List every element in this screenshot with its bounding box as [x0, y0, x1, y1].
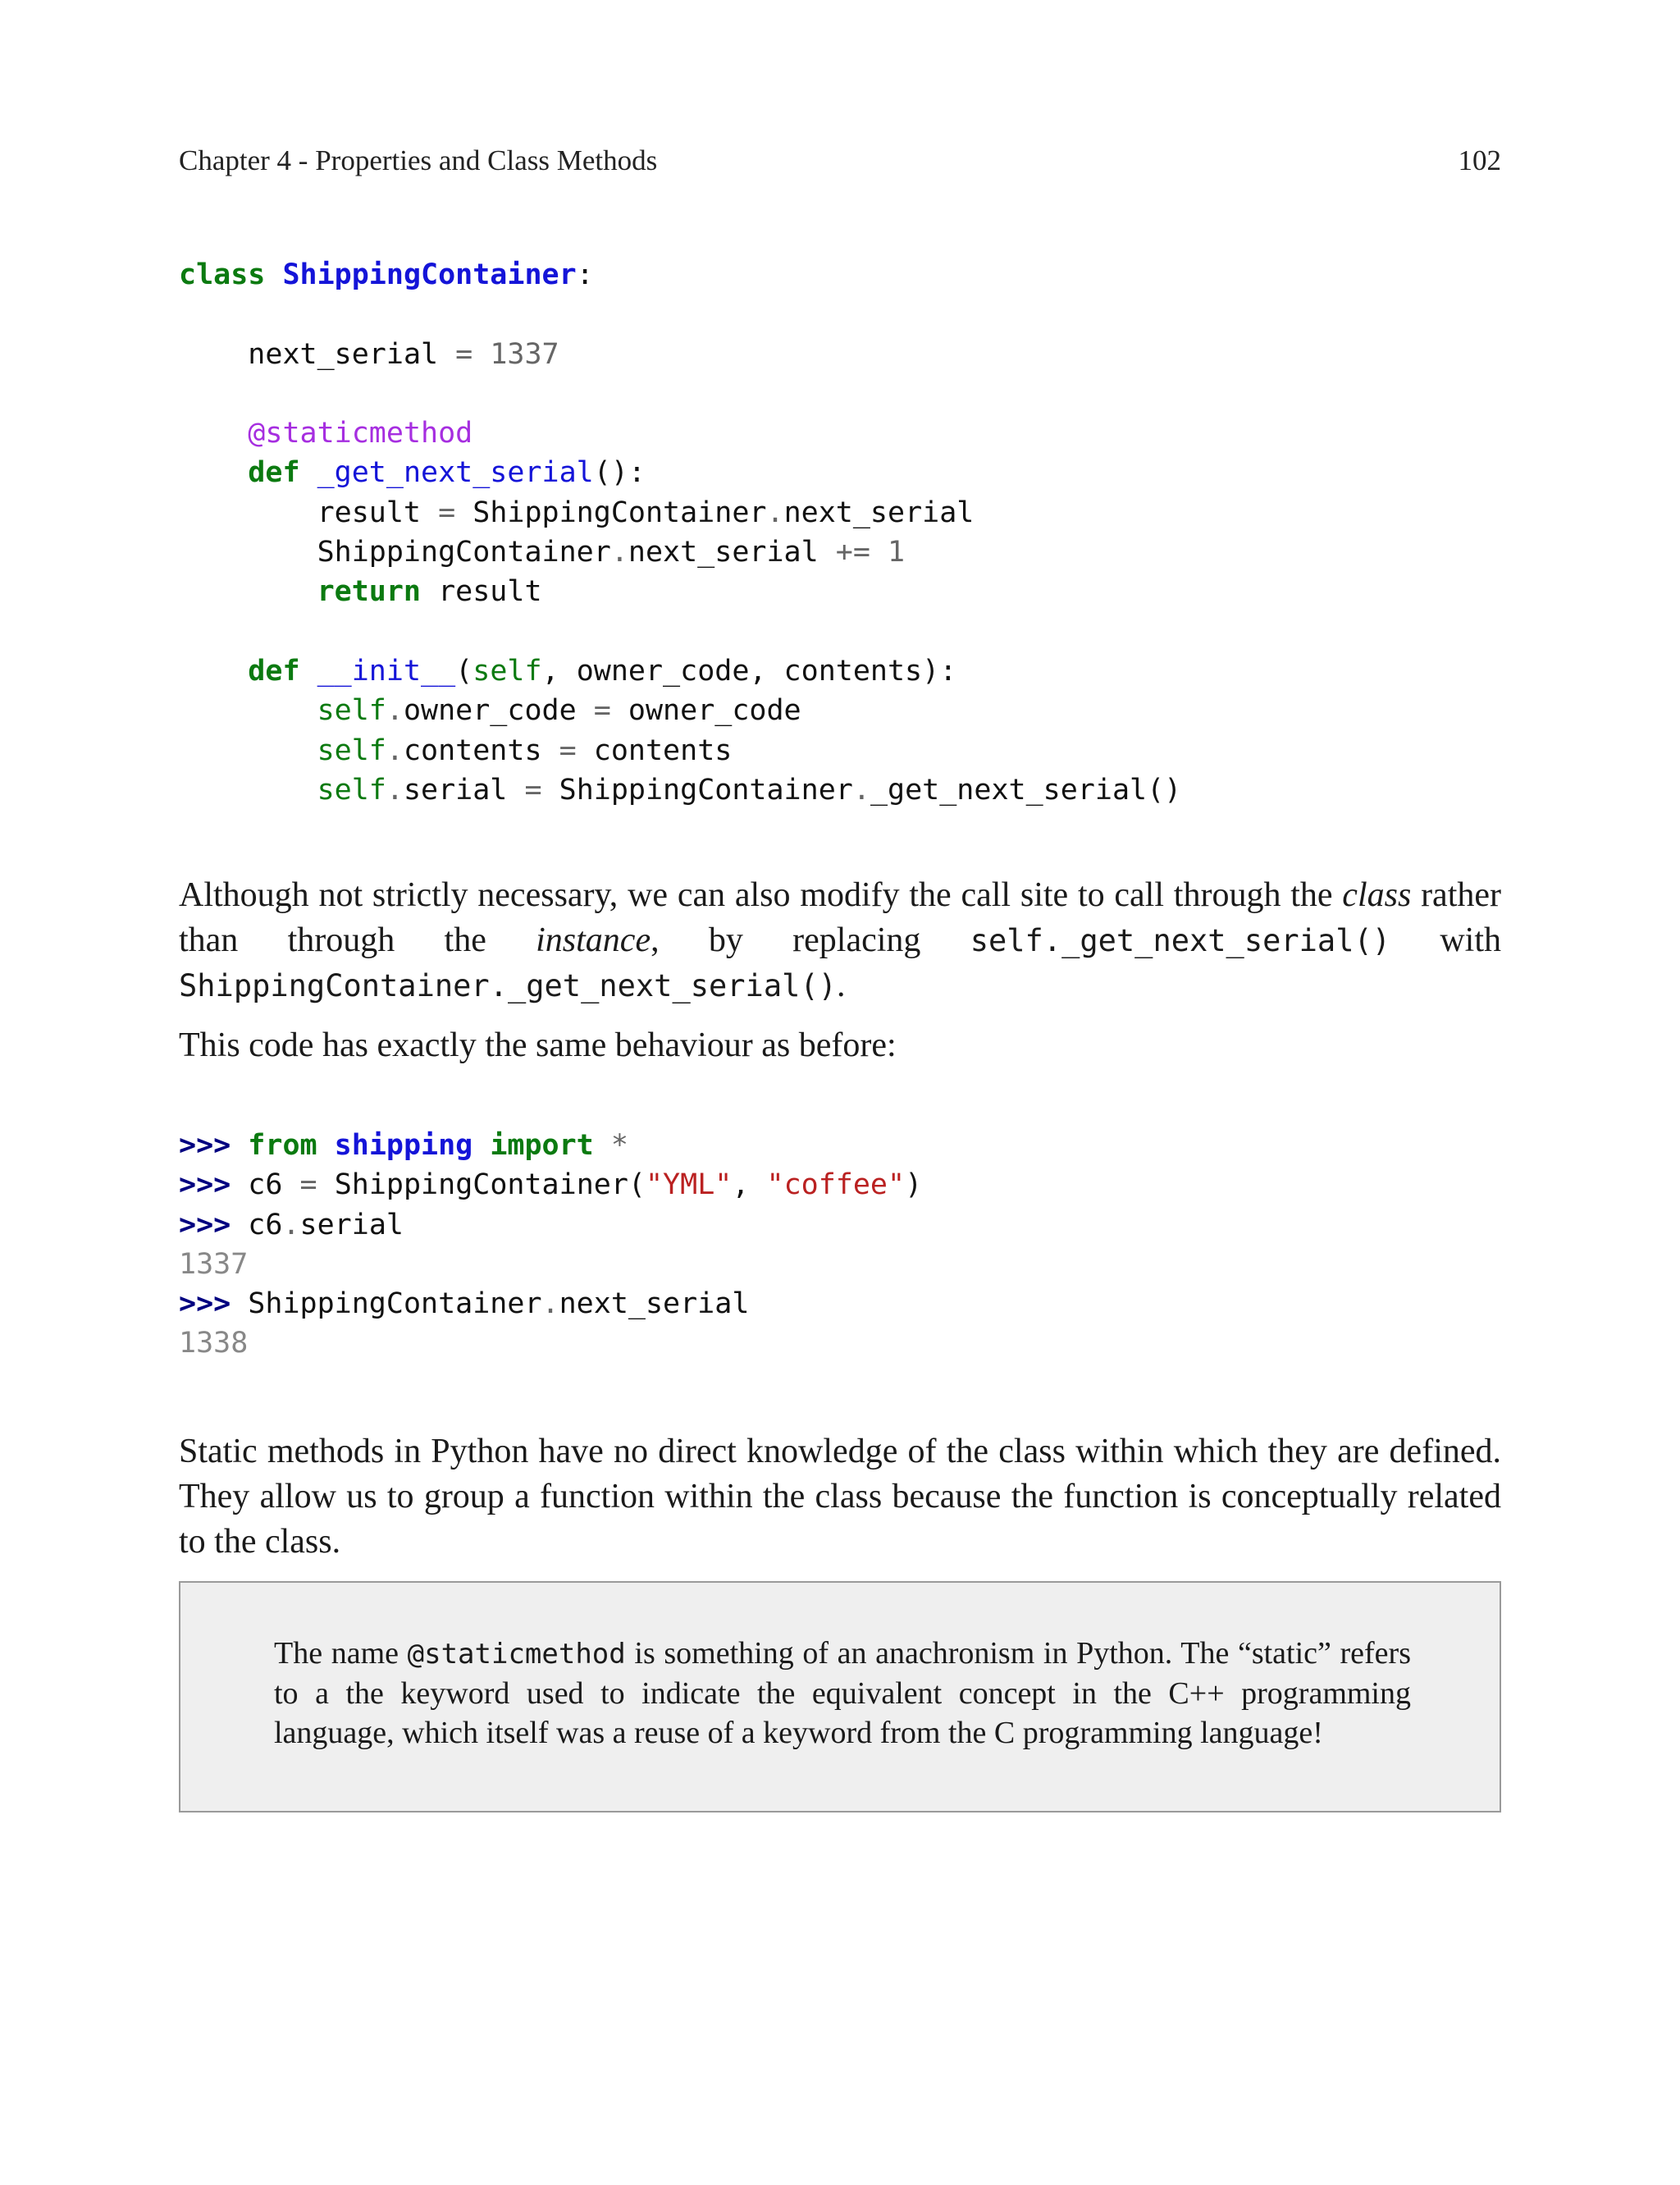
paragraph-call-site: Although not strictly necessary, we can also modify the call site to call through the class rather than through the instance, by replacing self._get_next_serial() with ShippingContainer._get_next_serial().: [179, 876, 1501, 1004]
chapter-title: Chapter 4 - Properties and Class Methods: [179, 144, 658, 176]
inline-code-staticmethod: @staticmethod: [407, 1638, 626, 1671]
paragraph-static-methods: Static methods in Python have no direct knowledge of the class within which they are defined. They allow us to group a function within the class because the function is conceptually related to the class.: [179, 1433, 1501, 1561]
code-block-repl-session: >>> from shipping import * >>> c6 = ShippingContainer("YML", "coffee") >>> c6.serial 1337 >>> ShippingContainer.next_serial 1338: [179, 1129, 923, 1360]
note-box: [179, 1581, 1501, 1812]
page-number: 102: [1458, 144, 1501, 176]
code-block-shipping-container: class ShippingContainer: next_serial = 1337 @staticmethod def _get_next_serial(): result = ShippingContainer.next_serial ShippingContainer.next_serial += 1 return result def __init__(self, owner_code, contents): self.owner_code = owner_code self.contents = contents self.serial = ShippingContainer._get_next_serial(): [179, 258, 1182, 807]
inline-code-class-call: ShippingContainer._get_next_serial(): [179, 968, 837, 1003]
note-text: The name @staticmethod is something of an anachronism in Python. The “static” refers to a the keyword used to indicate the equivalent concept in the C++ programming language, which itself was a reuse of a keyword from the C programming language!: [274, 1636, 1411, 1750]
paragraph-same-behaviour: This code has exactly the same behaviour as before:: [179, 1026, 897, 1064]
inline-code-self-call: self._get_next_serial(): [970, 923, 1391, 958]
page-header: [179, 144, 1501, 187]
